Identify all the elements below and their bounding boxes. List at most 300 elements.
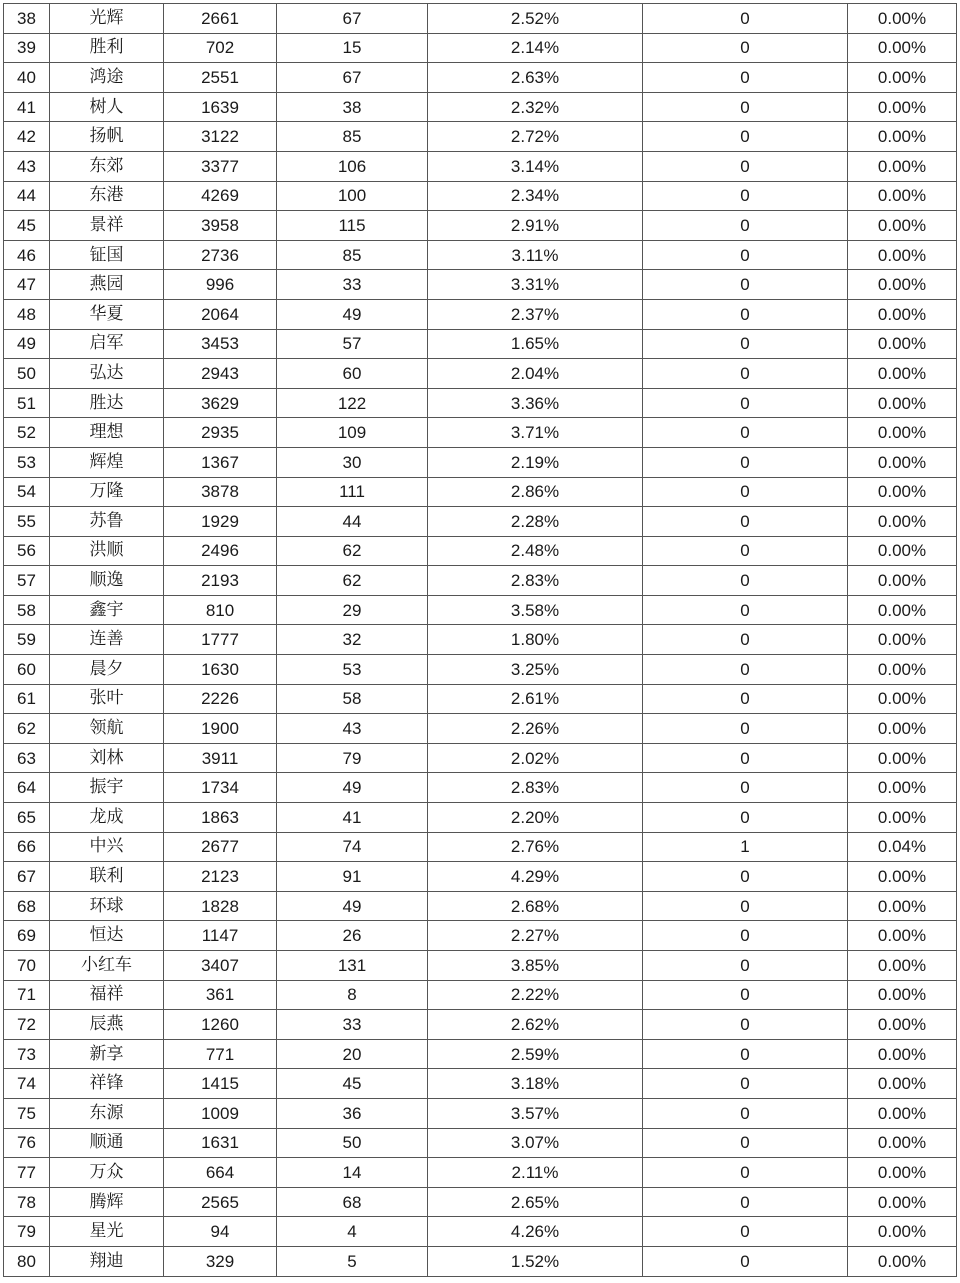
cell-row-index: 55 (4, 507, 50, 537)
cell-company-name: 翔迪 (50, 1246, 164, 1276)
cell-issue-count: 20 (277, 1039, 428, 1069)
cell-violation-count: 0 (643, 1098, 848, 1128)
cell-total-count: 1863 (164, 803, 277, 833)
table-row (4, 270, 957, 300)
cell-company-name: 福祥 (50, 980, 164, 1010)
cell-issue-rate: 4.26% (428, 1217, 643, 1247)
cell-total-count: 1777 (164, 625, 277, 655)
cell-issue-count: 50 (277, 1128, 428, 1158)
cell-violation-rate: 0.00% (848, 359, 957, 389)
cell-issue-count: 32 (277, 625, 428, 655)
cell-issue-rate: 3.07% (428, 1128, 643, 1158)
cell-issue-rate: 2.34% (428, 181, 643, 211)
cell-total-count: 664 (164, 1158, 277, 1188)
cell-issue-count: 53 (277, 655, 428, 685)
cell-company-name: 钲国 (50, 240, 164, 270)
cell-issue-count: 115 (277, 211, 428, 241)
cell-issue-count: 8 (277, 980, 428, 1010)
cell-total-count: 1828 (164, 891, 277, 921)
cell-company-name: 张叶 (50, 684, 164, 714)
cell-violation-count: 0 (643, 655, 848, 685)
cell-issue-rate: 3.31% (428, 270, 643, 300)
table-row (4, 477, 957, 507)
cell-total-count: 1929 (164, 507, 277, 537)
cell-issue-rate: 2.48% (428, 536, 643, 566)
table-row (4, 951, 957, 981)
cell-company-name: 胜利 (50, 33, 164, 63)
cell-violation-rate: 0.00% (848, 743, 957, 773)
cell-issue-rate: 2.61% (428, 684, 643, 714)
table-row (4, 595, 957, 625)
cell-issue-rate: 3.14% (428, 151, 643, 181)
cell-violation-rate: 0.00% (848, 270, 957, 300)
cell-violation-count: 0 (643, 714, 848, 744)
cell-violation-rate: 0.00% (848, 4, 957, 34)
cell-issue-rate: 2.22% (428, 980, 643, 1010)
table-row (4, 92, 957, 122)
cell-issue-count: 49 (277, 773, 428, 803)
table-row (4, 803, 957, 833)
cell-company-name: 中兴 (50, 832, 164, 862)
cell-violation-count: 0 (643, 566, 848, 596)
cell-violation-rate: 0.00% (848, 181, 957, 211)
cell-row-index: 46 (4, 240, 50, 270)
table-row (4, 33, 957, 63)
cell-total-count: 3911 (164, 743, 277, 773)
table-row (4, 684, 957, 714)
cell-total-count: 4269 (164, 181, 277, 211)
cell-issue-rate: 3.25% (428, 655, 643, 685)
cell-violation-rate: 0.00% (848, 1128, 957, 1158)
cell-row-index: 62 (4, 714, 50, 744)
cell-row-index: 80 (4, 1246, 50, 1276)
cell-row-index: 66 (4, 832, 50, 862)
cell-violation-rate: 0.00% (848, 477, 957, 507)
cell-issue-rate: 1.80% (428, 625, 643, 655)
cell-violation-rate: 0.00% (848, 684, 957, 714)
cell-row-index: 65 (4, 803, 50, 833)
cell-total-count: 3453 (164, 329, 277, 359)
cell-violation-rate: 0.00% (848, 92, 957, 122)
cell-company-name: 刘林 (50, 743, 164, 773)
cell-violation-count: 0 (643, 1246, 848, 1276)
table-row (4, 1246, 957, 1276)
cell-violation-rate: 0.00% (848, 921, 957, 951)
cell-total-count: 2935 (164, 418, 277, 448)
cell-row-index: 64 (4, 773, 50, 803)
table-row (4, 862, 957, 892)
cell-total-count: 2551 (164, 63, 277, 93)
cell-row-index: 67 (4, 862, 50, 892)
cell-total-count: 1639 (164, 92, 277, 122)
table-row (4, 151, 957, 181)
table-row (4, 536, 957, 566)
cell-issue-rate: 3.58% (428, 595, 643, 625)
cell-total-count: 2943 (164, 359, 277, 389)
cell-issue-rate: 2.04% (428, 359, 643, 389)
cell-company-name: 祥锋 (50, 1069, 164, 1099)
table-row (4, 1158, 957, 1188)
cell-issue-count: 67 (277, 63, 428, 93)
cell-row-index: 40 (4, 63, 50, 93)
cell-violation-count: 0 (643, 211, 848, 241)
cell-total-count: 1415 (164, 1069, 277, 1099)
cell-violation-count: 0 (643, 1187, 848, 1217)
cell-total-count: 3958 (164, 211, 277, 241)
data-table (3, 3, 957, 1277)
cell-company-name: 万众 (50, 1158, 164, 1188)
cell-row-index: 56 (4, 536, 50, 566)
cell-row-index: 41 (4, 92, 50, 122)
cell-violation-rate: 0.00% (848, 1217, 957, 1247)
cell-issue-count: 43 (277, 714, 428, 744)
cell-issue-count: 111 (277, 477, 428, 507)
cell-total-count: 2064 (164, 299, 277, 329)
cell-company-name: 万隆 (50, 477, 164, 507)
cell-company-name: 小红车 (50, 951, 164, 981)
cell-violation-count: 0 (643, 1069, 848, 1099)
cell-row-index: 71 (4, 980, 50, 1010)
cell-issue-rate: 1.52% (428, 1246, 643, 1276)
table-row (4, 1010, 957, 1040)
table-row (4, 566, 957, 596)
cell-row-index: 72 (4, 1010, 50, 1040)
cell-company-name: 领航 (50, 714, 164, 744)
cell-violation-rate: 0.00% (848, 33, 957, 63)
cell-violation-count: 0 (643, 299, 848, 329)
cell-total-count: 2565 (164, 1187, 277, 1217)
cell-issue-count: 131 (277, 951, 428, 981)
cell-violation-count: 0 (643, 122, 848, 152)
cell-row-index: 68 (4, 891, 50, 921)
cell-violation-rate: 0.00% (848, 1039, 957, 1069)
table-row (4, 181, 957, 211)
table-body (4, 4, 957, 1277)
cell-issue-count: 30 (277, 447, 428, 477)
cell-issue-count: 15 (277, 33, 428, 63)
cell-company-name: 树人 (50, 92, 164, 122)
cell-violation-rate: 0.00% (848, 1246, 957, 1276)
table-row (4, 714, 957, 744)
cell-issue-count: 74 (277, 832, 428, 862)
table-row (4, 891, 957, 921)
cell-issue-count: 79 (277, 743, 428, 773)
cell-violation-rate: 0.00% (848, 1187, 957, 1217)
table-row (4, 4, 957, 34)
cell-company-name: 星光 (50, 1217, 164, 1247)
cell-violation-count: 0 (643, 1158, 848, 1188)
cell-issue-rate: 4.29% (428, 862, 643, 892)
cell-company-name: 弘达 (50, 359, 164, 389)
cell-company-name: 东源 (50, 1098, 164, 1128)
cell-row-index: 75 (4, 1098, 50, 1128)
cell-violation-count: 0 (643, 891, 848, 921)
table-row (4, 211, 957, 241)
cell-issue-rate: 2.62% (428, 1010, 643, 1040)
cell-violation-rate: 0.00% (848, 714, 957, 744)
cell-total-count: 2736 (164, 240, 277, 270)
cell-issue-rate: 2.83% (428, 773, 643, 803)
cell-violation-count: 0 (643, 1010, 848, 1040)
table-row (4, 122, 957, 152)
cell-issue-rate: 2.86% (428, 477, 643, 507)
cell-violation-rate: 0.00% (848, 1098, 957, 1128)
cell-issue-count: 41 (277, 803, 428, 833)
cell-issue-count: 122 (277, 388, 428, 418)
table-row (4, 329, 957, 359)
cell-total-count: 3878 (164, 477, 277, 507)
cell-violation-count: 0 (643, 625, 848, 655)
cell-company-name: 辰燕 (50, 1010, 164, 1040)
cell-total-count: 1734 (164, 773, 277, 803)
cell-row-index: 59 (4, 625, 50, 655)
table-row (4, 1039, 957, 1069)
cell-violation-count: 0 (643, 921, 848, 951)
cell-issue-rate: 2.14% (428, 33, 643, 63)
cell-row-index: 57 (4, 566, 50, 596)
cell-row-index: 79 (4, 1217, 50, 1247)
table-row (4, 832, 957, 862)
cell-issue-rate: 2.63% (428, 63, 643, 93)
cell-total-count: 361 (164, 980, 277, 1010)
cell-violation-rate: 0.00% (848, 388, 957, 418)
table-row (4, 447, 957, 477)
cell-total-count: 996 (164, 270, 277, 300)
cell-total-count: 1630 (164, 655, 277, 685)
cell-issue-rate: 2.83% (428, 566, 643, 596)
cell-issue-rate: 2.65% (428, 1187, 643, 1217)
cell-company-name: 腾辉 (50, 1187, 164, 1217)
cell-issue-count: 36 (277, 1098, 428, 1128)
cell-violation-rate: 0.00% (848, 773, 957, 803)
table-row (4, 1217, 957, 1247)
cell-violation-count: 0 (643, 536, 848, 566)
cell-violation-count: 0 (643, 803, 848, 833)
cell-company-name: 顺通 (50, 1128, 164, 1158)
cell-row-index: 51 (4, 388, 50, 418)
cell-issue-count: 60 (277, 359, 428, 389)
table-row (4, 63, 957, 93)
table-row (4, 980, 957, 1010)
cell-issue-count: 14 (277, 1158, 428, 1188)
cell-company-name: 胜达 (50, 388, 164, 418)
cell-row-index: 73 (4, 1039, 50, 1069)
cell-issue-count: 4 (277, 1217, 428, 1247)
cell-violation-count: 0 (643, 4, 848, 34)
cell-total-count: 3407 (164, 951, 277, 981)
cell-company-name: 扬帆 (50, 122, 164, 152)
cell-violation-rate: 0.00% (848, 418, 957, 448)
cell-company-name: 联利 (50, 862, 164, 892)
cell-violation-count: 0 (643, 684, 848, 714)
cell-violation-count: 1 (643, 832, 848, 862)
cell-row-index: 76 (4, 1128, 50, 1158)
cell-row-index: 61 (4, 684, 50, 714)
cell-issue-count: 49 (277, 891, 428, 921)
cell-row-index: 43 (4, 151, 50, 181)
cell-violation-count: 0 (643, 33, 848, 63)
cell-violation-rate: 0.00% (848, 862, 957, 892)
cell-issue-count: 38 (277, 92, 428, 122)
cell-violation-count: 0 (643, 595, 848, 625)
cell-violation-rate: 0.00% (848, 566, 957, 596)
cell-issue-rate: 2.27% (428, 921, 643, 951)
cell-row-index: 44 (4, 181, 50, 211)
table-row (4, 743, 957, 773)
cell-violation-count: 0 (643, 1128, 848, 1158)
cell-issue-count: 5 (277, 1246, 428, 1276)
cell-total-count: 1009 (164, 1098, 277, 1128)
cell-violation-count: 0 (643, 329, 848, 359)
cell-total-count: 1147 (164, 921, 277, 951)
cell-total-count: 2193 (164, 566, 277, 596)
cell-company-name: 燕园 (50, 270, 164, 300)
cell-violation-count: 0 (643, 270, 848, 300)
cell-issue-rate: 3.71% (428, 418, 643, 448)
cell-total-count: 2677 (164, 832, 277, 862)
cell-violation-rate: 0.00% (848, 803, 957, 833)
cell-issue-count: 62 (277, 536, 428, 566)
cell-company-name: 恒达 (50, 921, 164, 951)
cell-company-name: 光辉 (50, 4, 164, 34)
cell-issue-rate: 2.11% (428, 1158, 643, 1188)
cell-issue-count: 33 (277, 1010, 428, 1040)
cell-row-index: 77 (4, 1158, 50, 1188)
cell-company-name: 东港 (50, 181, 164, 211)
cell-total-count: 810 (164, 595, 277, 625)
cell-issue-rate: 3.85% (428, 951, 643, 981)
cell-violation-rate: 0.00% (848, 980, 957, 1010)
cell-violation-count: 0 (643, 477, 848, 507)
cell-issue-rate: 2.68% (428, 891, 643, 921)
cell-total-count: 3122 (164, 122, 277, 152)
cell-issue-rate: 1.65% (428, 329, 643, 359)
cell-row-index: 49 (4, 329, 50, 359)
cell-company-name: 鸿途 (50, 63, 164, 93)
cell-issue-rate: 3.18% (428, 1069, 643, 1099)
cell-company-name: 理想 (50, 418, 164, 448)
cell-row-index: 58 (4, 595, 50, 625)
cell-issue-count: 91 (277, 862, 428, 892)
table-row (4, 1128, 957, 1158)
cell-issue-rate: 2.91% (428, 211, 643, 241)
cell-issue-count: 109 (277, 418, 428, 448)
cell-violation-rate: 0.00% (848, 951, 957, 981)
cell-issue-rate: 2.72% (428, 122, 643, 152)
table-row (4, 1069, 957, 1099)
cell-issue-rate: 2.52% (428, 4, 643, 34)
cell-violation-rate: 0.00% (848, 211, 957, 241)
cell-issue-count: 57 (277, 329, 428, 359)
cell-issue-count: 106 (277, 151, 428, 181)
cell-violation-rate: 0.00% (848, 655, 957, 685)
cell-violation-rate: 0.00% (848, 1010, 957, 1040)
cell-violation-count: 0 (643, 743, 848, 773)
cell-total-count: 1260 (164, 1010, 277, 1040)
cell-company-name: 顺逸 (50, 566, 164, 596)
table-row (4, 299, 957, 329)
cell-violation-count: 0 (643, 447, 848, 477)
cell-violation-rate: 0.04% (848, 832, 957, 862)
cell-issue-rate: 2.28% (428, 507, 643, 537)
cell-issue-count: 33 (277, 270, 428, 300)
cell-company-name: 振宇 (50, 773, 164, 803)
cell-violation-count: 0 (643, 951, 848, 981)
cell-total-count: 3629 (164, 388, 277, 418)
cell-violation-rate: 0.00% (848, 63, 957, 93)
cell-issue-rate: 2.37% (428, 299, 643, 329)
cell-row-index: 42 (4, 122, 50, 152)
cell-company-name: 环球 (50, 891, 164, 921)
cell-row-index: 48 (4, 299, 50, 329)
cell-total-count: 3377 (164, 151, 277, 181)
cell-issue-count: 67 (277, 4, 428, 34)
cell-row-index: 50 (4, 359, 50, 389)
cell-company-name: 龙成 (50, 803, 164, 833)
cell-issue-rate: 2.76% (428, 832, 643, 862)
cell-company-name: 连善 (50, 625, 164, 655)
cell-violation-count: 0 (643, 359, 848, 389)
cell-violation-count: 0 (643, 240, 848, 270)
cell-violation-count: 0 (643, 980, 848, 1010)
table-row (4, 655, 957, 685)
table-row (4, 1098, 957, 1128)
cell-total-count: 2226 (164, 684, 277, 714)
cell-row-index: 74 (4, 1069, 50, 1099)
cell-violation-rate: 0.00% (848, 122, 957, 152)
cell-issue-count: 68 (277, 1187, 428, 1217)
cell-row-index: 52 (4, 418, 50, 448)
cell-issue-rate: 3.11% (428, 240, 643, 270)
cell-violation-count: 0 (643, 92, 848, 122)
cell-violation-count: 0 (643, 773, 848, 803)
cell-issue-rate: 2.02% (428, 743, 643, 773)
table-row (4, 773, 957, 803)
table-row (4, 625, 957, 655)
cell-issue-count: 62 (277, 566, 428, 596)
cell-violation-count: 0 (643, 181, 848, 211)
cell-issue-count: 45 (277, 1069, 428, 1099)
cell-issue-rate: 3.36% (428, 388, 643, 418)
cell-violation-rate: 0.00% (848, 240, 957, 270)
cell-issue-count: 44 (277, 507, 428, 537)
cell-violation-rate: 0.00% (848, 151, 957, 181)
cell-total-count: 1367 (164, 447, 277, 477)
cell-issue-count: 26 (277, 921, 428, 951)
cell-company-name: 景祥 (50, 211, 164, 241)
cell-issue-rate: 2.26% (428, 714, 643, 744)
cell-total-count: 2661 (164, 4, 277, 34)
cell-row-index: 60 (4, 655, 50, 685)
table-row (4, 921, 957, 951)
table-row (4, 388, 957, 418)
cell-row-index: 38 (4, 4, 50, 34)
cell-row-index: 69 (4, 921, 50, 951)
cell-violation-count: 0 (643, 63, 848, 93)
cell-violation-rate: 0.00% (848, 625, 957, 655)
cell-total-count: 702 (164, 33, 277, 63)
cell-issue-count: 100 (277, 181, 428, 211)
cell-row-index: 54 (4, 477, 50, 507)
cell-issue-rate: 2.59% (428, 1039, 643, 1069)
cell-violation-rate: 0.00% (848, 1069, 957, 1099)
cell-row-index: 78 (4, 1187, 50, 1217)
cell-row-index: 45 (4, 211, 50, 241)
cell-violation-count: 0 (643, 507, 848, 537)
table-row (4, 359, 957, 389)
cell-company-name: 辉煌 (50, 447, 164, 477)
cell-violation-count: 0 (643, 418, 848, 448)
